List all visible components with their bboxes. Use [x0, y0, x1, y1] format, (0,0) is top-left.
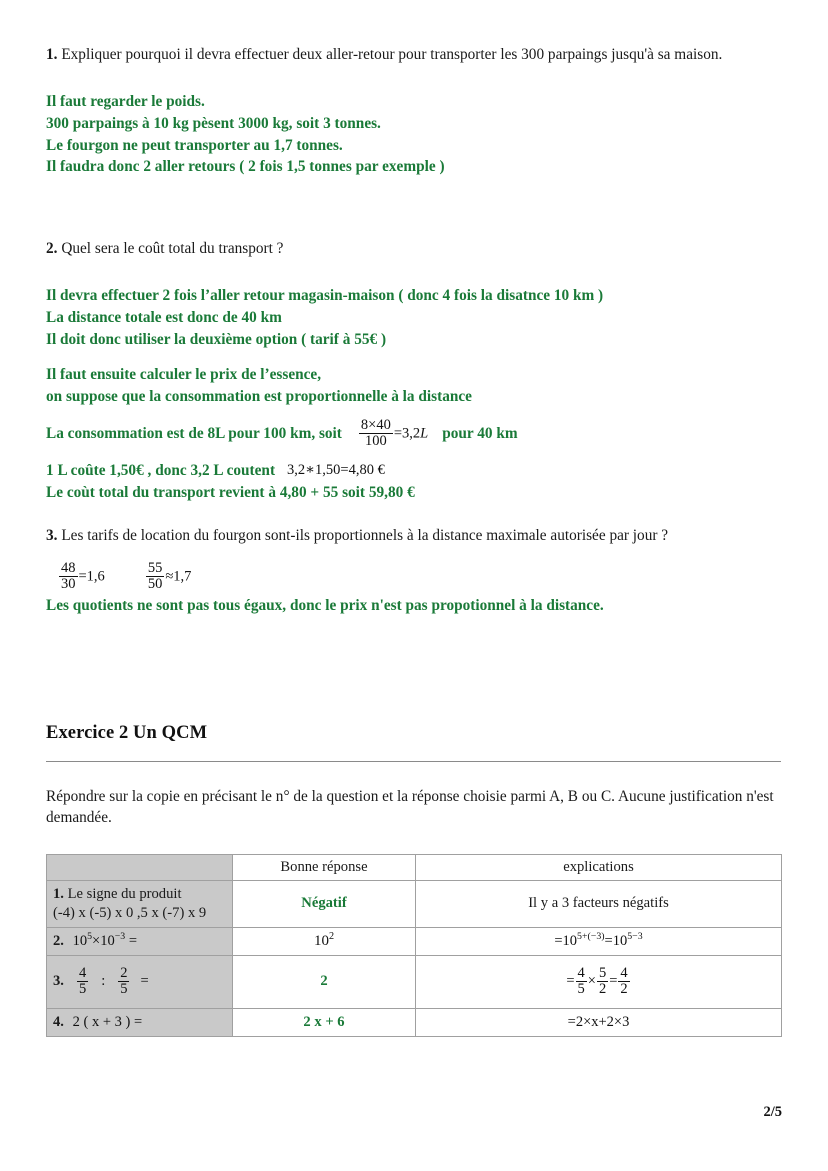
question-cell-3 [47, 955, 233, 1008]
fraction-denominator: 5 [577, 981, 585, 998]
exercise-2-block [46, 723, 782, 1037]
table-row [47, 927, 782, 955]
fraction-numerator: 4 [577, 964, 585, 981]
expr-part: =10 [604, 932, 628, 949]
explanation-cell-2 [416, 927, 782, 955]
table-header-bonne-reponse: Bonne réponse [233, 854, 416, 880]
fraction-numerator: 8×40 [360, 416, 391, 433]
qcm-table [46, 854, 782, 1037]
explanation-expression [566, 966, 630, 998]
answer-value: Négatif [301, 895, 347, 912]
question-text-line2: (-4) x (-5) x 0 ,5 x (-7) x 9 [53, 904, 207, 921]
fraction-denominator: 2 [620, 981, 628, 998]
fraction-numerator: 48 [61, 559, 76, 576]
ratio-result: =1,6 [78, 568, 105, 585]
answer-value: 2 [320, 973, 328, 990]
consumption-fraction [358, 418, 428, 450]
expr-part: =10 [554, 932, 578, 949]
question-3-fractions [46, 561, 782, 593]
spacer [46, 450, 782, 460]
page-content [46, 44, 782, 1037]
table-header-row [47, 854, 782, 880]
question-1-number: 1. [46, 46, 58, 63]
question-fraction-a [76, 966, 89, 998]
fraction-denominator: 2 [598, 981, 607, 998]
answer-cell-3 [233, 955, 416, 1008]
exercise-2-intro: Répondre sur la copie en précisant le n° de la question et la réponse choisie parmi A, B ou C. Aucune justification n'est demandée. [46, 787, 774, 826]
question-3-text: Les tarifs de location du fourgon sont-ils proportionnels à la distance maximale autorisée par jour ? [61, 527, 669, 545]
answer-cell-1 [233, 880, 416, 927]
question-cell-2 [47, 927, 233, 955]
consumption-line [46, 418, 782, 450]
spacer [46, 617, 782, 723]
fraction-denominator: 5 [78, 981, 87, 998]
exponent: 5+(−3) [577, 931, 605, 943]
equals: = [125, 932, 138, 949]
spacer [46, 178, 782, 238]
exponent: 2 [328, 930, 335, 942]
fraction-denominator: 100 [365, 433, 387, 450]
explanation-cell-4 [416, 1008, 782, 1036]
question-1-statement [46, 44, 782, 65]
answer-cell-4 [233, 1008, 416, 1036]
base: 10 [72, 932, 88, 949]
question-2-statement [46, 238, 782, 259]
explanation-text: =2×x+2×3 [567, 1013, 630, 1030]
table-header-blank [47, 854, 233, 880]
question-3-conclusion: Les quotients ne sont pas tous égaux, donc le prix n'est pas propotionnel à la distance. [46, 596, 604, 614]
cost-prefix: 1 L coûte 1,50€ , donc 3,2 L coutent [46, 462, 276, 479]
explanation-cell-3 [416, 955, 782, 1008]
total-cost-line: Le coùt total du transport revient à 4,80 + 55 soit 59,80 € [46, 483, 415, 501]
ratio-48-30 [58, 561, 105, 593]
spacer [46, 259, 782, 285]
table-row [47, 1008, 782, 1036]
question-cell-1 [47, 880, 233, 927]
spacer [46, 503, 782, 525]
question-3-block [46, 525, 782, 616]
answer-line: Il faut regarder le poids. [46, 93, 205, 111]
consumption-equals: =3,2 [393, 425, 421, 442]
multiply-sign: × [587, 973, 596, 990]
explanation-cell-1 [416, 880, 782, 927]
question-fraction-b [117, 966, 130, 998]
question-1-text: Expliquer pourquoi il devra effectuer deux aller-retour pour transporter les 300 parpaings jusqu'à sa maison. [61, 46, 723, 63]
question-expression: 2 ( x + 3 ) = [72, 1014, 143, 1031]
fraction-numerator: 2 [120, 964, 128, 981]
question-2-block [46, 238, 782, 503]
spacer [46, 762, 782, 786]
fraction-denominator: 30 [61, 576, 76, 593]
question-2-text: Quel sera le coût total du transport ? [61, 239, 284, 257]
page-number: 2/5 [763, 1104, 782, 1120]
answer-cell-2 [233, 927, 416, 955]
question-expression [73, 932, 137, 951]
answer-line: Il faudra donc 2 aller retours ( 2 fois 1,5 tonnes par exemple ) [46, 158, 445, 176]
fraction-numerator: 4 [78, 964, 87, 981]
spacer [46, 65, 782, 91]
spacer [46, 350, 782, 364]
answer-line: 300 parpaings à 10 kg pèsent 3000 kg, soit 3 tonnes. [46, 114, 381, 132]
fraction-numerator: 4 [620, 964, 628, 981]
spacer [46, 408, 782, 416]
answer-line: on suppose que la consommation est proportionnelle à la distance [46, 387, 472, 405]
table-row [47, 880, 782, 927]
question-2-answer-part-b [46, 364, 782, 407]
question-3-number: 3. [46, 527, 58, 545]
fraction-numerator: 55 [147, 559, 163, 576]
division-operator: : [101, 973, 106, 990]
fraction-denominator: 5 [120, 981, 128, 998]
exercise-2-title: Exercice 2 Un QCM [46, 722, 208, 743]
exponent: 5−3 [627, 931, 643, 943]
ratio-55-50 [145, 561, 192, 593]
explanation-expression [554, 933, 642, 950]
question-cell-4 [47, 1008, 233, 1036]
answer-line: Il faut ensuite calculer le prix de l’essence, [46, 366, 322, 384]
row-number: 1. [53, 885, 64, 902]
row-number: 4. [53, 1013, 64, 1030]
table-row [47, 955, 782, 1008]
base: 10 [313, 932, 329, 949]
row-number: 3. [53, 973, 64, 990]
answer-line: Le fourgon ne peut transporter au 1,7 tonnes. [46, 136, 343, 154]
consumption-unit: L [420, 425, 429, 442]
answer-value [313, 930, 335, 950]
question-2-number: 2. [46, 239, 58, 257]
fraction-denominator: 50 [147, 576, 163, 593]
answer-line: La distance totale est donc de 40 km [46, 308, 282, 326]
cost-line [46, 460, 782, 482]
row-number: 2. [53, 932, 64, 949]
consumption-prefix: La consommation est de 8L pour 100 km, soit [46, 424, 342, 442]
cost-formula: 3,2∗1,50=4,80 € [287, 462, 385, 479]
answer-line: Il devra effectuer 2 fois l’aller retour magasin-maison ( donc 4 fois la disatnce 10 km ) [46, 287, 604, 305]
equals-sign: = [609, 973, 618, 990]
question-3-statement [46, 525, 782, 546]
question-1-block [46, 44, 782, 178]
consumption-suffix: pour 40 km [442, 424, 518, 442]
answer-line: Il doit donc utiliser la deuxième option ( tarif à 55€ ) [46, 330, 387, 348]
spacer [46, 828, 782, 854]
equals-sign: = [140, 973, 149, 990]
answer-value: 2 x + 6 [303, 1013, 345, 1030]
spacer [46, 547, 782, 561]
equals-sign: = [566, 973, 575, 990]
exponent: 5 [87, 931, 93, 943]
question-text: Le signe du produit [67, 885, 182, 902]
explanation-text: Il y a 3 facteurs négatifs [528, 895, 669, 912]
table-header-explications: explications [416, 854, 782, 880]
question-1-answer [46, 91, 782, 178]
fraction-numerator: 5 [598, 964, 607, 981]
ratio-result: ≈1,7 [165, 568, 192, 585]
question-2-answer-part-a [46, 285, 782, 350]
operator: ×10 [92, 932, 115, 949]
exponent: −3 [114, 931, 126, 943]
